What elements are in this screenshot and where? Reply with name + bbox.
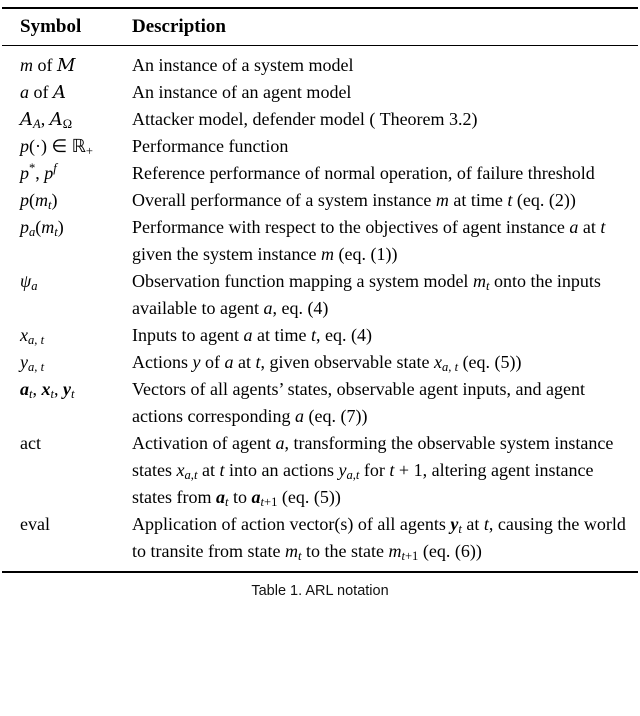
table-row — [2, 430, 638, 511]
description-column-header: Description — [130, 8, 638, 46]
table-row — [2, 376, 638, 430]
description-cell: Performance function — [132, 136, 289, 156]
table-row — [2, 187, 638, 214]
symbol-cell: $a_t$, $x_t$, $y_t$ — [20, 379, 75, 402]
symbol-cell: a of A — [20, 82, 66, 103]
symbol-cell: eval — [20, 514, 50, 534]
arl-notation-table — [2, 7, 638, 573]
symbol-cell: $p(m_t)$ — [20, 190, 58, 213]
symbol-cell: p*, $p^f$ — [20, 161, 57, 183]
description-cell: Vectors of all agents’ states, observable agent inputs, and agent actions corresponding a (eq. (7)) — [132, 379, 586, 426]
table-row — [2, 214, 638, 268]
symbol-cell: p(·) ∈ ℝ$_+$ — [20, 136, 94, 159]
description-cell: An instance of an agent model — [132, 82, 352, 102]
table-row — [2, 511, 638, 572]
symbol-cell: m of M — [20, 55, 76, 76]
table-row — [2, 268, 638, 322]
description-cell: Performance with respect to the objectives of agent instance a at t given the system instance m (eq. (1)) — [132, 217, 606, 264]
table-row — [2, 106, 638, 133]
symbol-cell: $y_{a, t}$ — [20, 352, 45, 375]
table-row — [2, 322, 638, 349]
table-row — [2, 160, 638, 187]
description-cell: Inputs to agent a at time t, eq. (4) — [132, 325, 372, 345]
symbol-cell: $A_A$, $A_\Omega$ — [20, 109, 73, 132]
description-cell: Observation function mapping a system model $m_t$ onto the inputs available to agent a, eq. (4) — [132, 271, 601, 318]
description-cell: Overall performance of a system instance m at time t (eq. (2)) — [132, 190, 576, 210]
table-caption: Table 1. ARL notation — [251, 583, 389, 599]
symbol-cell: $x_{a, t}$ — [20, 325, 45, 348]
table-body — [2, 46, 638, 573]
description-cell: Attacker model, defender model ( Theorem 3.2) — [132, 109, 478, 129]
description-cell: Reference performance of normal operation, of failure threshold — [132, 163, 595, 183]
description-cell: Activation of agent a, transforming the observable system instance states $x_{a,t}$ at t into an actions $y_{a,t}$ for t + 1, altering agent instance states from $a_t$ to $a_{t+1}$ (eq. (5)) — [132, 433, 614, 510]
table-row — [2, 79, 638, 106]
symbol-cell: act — [20, 433, 41, 453]
description-cell: Actions y of a at t, given observable state $x_{a, t}$ (eq. (5)) — [132, 352, 522, 375]
description-cell: An instance of a system model — [132, 55, 354, 75]
table-header — [2, 8, 638, 46]
description-cell: Application of action vector(s) of all agents $y_t$ at t, causing the world to transite from state $m_t$ to the state $m_{t+1}$ (eq. (6)) — [132, 514, 626, 564]
symbol-cell: $\psi_a$ — [20, 271, 38, 294]
header-row — [2, 8, 638, 46]
symbol-cell: $p_a(m_t)$ — [20, 217, 64, 240]
table-row — [2, 46, 638, 80]
table-row — [2, 349, 638, 376]
table-row — [2, 133, 638, 160]
symbol-column-header: Symbol — [2, 8, 130, 46]
